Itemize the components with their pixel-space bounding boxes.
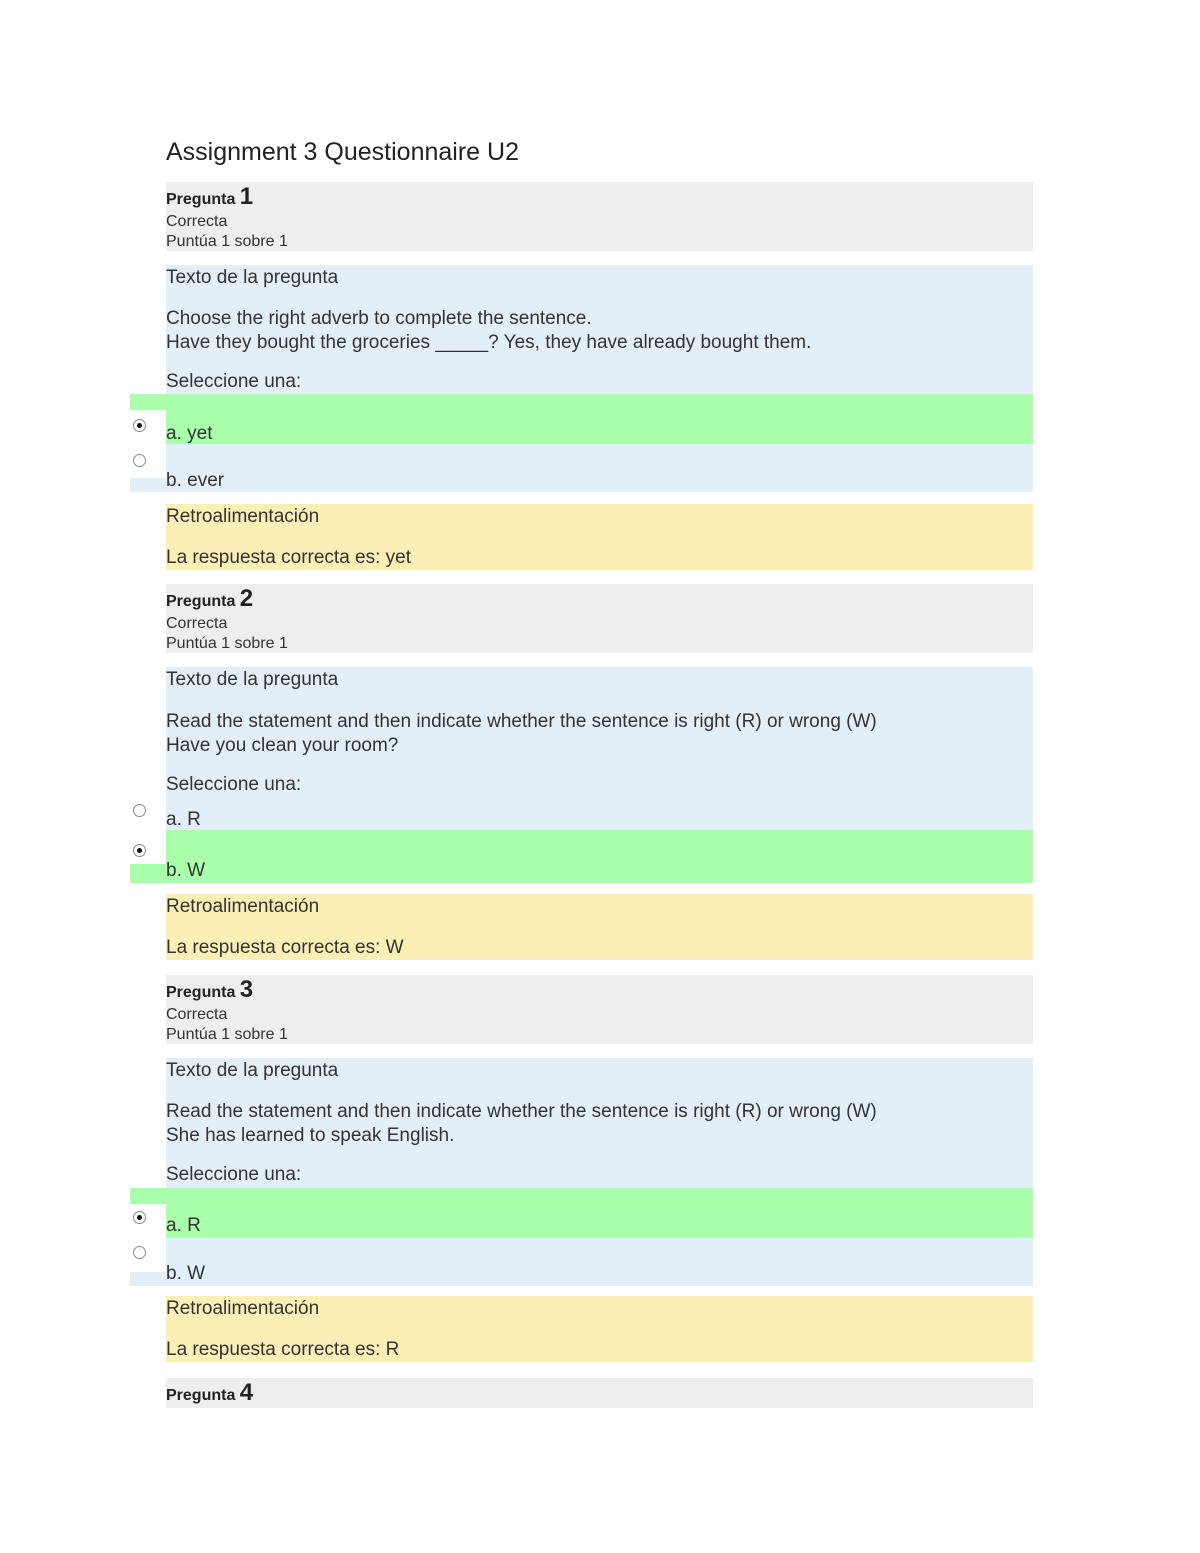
radio-unchecked-icon[interactable]: [133, 454, 146, 467]
right-answer: La respuesta correcta es: W: [166, 937, 404, 958]
radio-checked-icon[interactable]: [133, 844, 146, 857]
question-grade: Puntúa 1 sobre 1: [166, 233, 288, 250]
question-2-info: [166, 584, 1033, 653]
question-text-heading: Texto de la pregunta: [166, 267, 339, 288]
radio-unchecked-icon[interactable]: [133, 1246, 146, 1259]
question-grade: Puntúa 1 sobre 1: [166, 635, 288, 652]
question-3-content: [166, 1058, 1033, 1188]
question-1-feedback: [166, 504, 1033, 570]
answer-option-b[interactable]: [130, 444, 1033, 492]
question-1-content: [166, 265, 1033, 394]
right-answer: La respuesta correcta es: yet: [166, 547, 412, 568]
option-label: a. R: [166, 1215, 201, 1236]
question-number: Pregunta 2: [166, 585, 254, 612]
question-text-heading: Texto de la pregunta: [166, 1060, 339, 1081]
feedback-heading: Retroalimentación: [166, 896, 320, 917]
question-3-feedback: [166, 1296, 1033, 1362]
option-label: b. W: [166, 860, 206, 881]
question-number: Pregunta 1: [166, 183, 254, 210]
question-number: Pregunta 4: [166, 1379, 254, 1406]
select-one-label: Seleccione una:: [166, 1164, 302, 1185]
radio-checked-icon[interactable]: [133, 419, 146, 432]
question-text-heading: Texto de la pregunta: [166, 669, 339, 690]
question-prompt-line2: Have they bought the groceries _____? Yes, they have already bought them.: [166, 332, 812, 353]
answer-option-a[interactable]: [130, 394, 1033, 444]
question-number: Pregunta 3: [166, 976, 254, 1003]
radio-unchecked-icon[interactable]: [133, 804, 146, 817]
question-state: Correcta: [166, 213, 228, 230]
question-state: Correcta: [166, 615, 228, 632]
question-4-info: [166, 1378, 1033, 1408]
right-answer: La respuesta correcta es: R: [166, 1339, 400, 1360]
question-prompt-line1: Choose the right adverb to complete the sentence.: [166, 308, 592, 329]
feedback-heading: Retroalimentación: [166, 1298, 320, 1319]
question-prompt-line2: She has learned to speak English.: [166, 1125, 455, 1146]
question-2-feedback: [166, 894, 1033, 960]
option-label: b. W: [166, 1263, 206, 1284]
question-prompt-line1: Read the statement and then indicate whether the sentence is right (R) or wrong (W): [166, 1101, 877, 1122]
question-state: Correcta: [166, 1006, 228, 1023]
page-title: Assignment 3 Questionnaire U2: [166, 138, 519, 166]
question-3-info: [166, 975, 1033, 1044]
feedback-heading: Retroalimentación: [166, 506, 320, 527]
question-grade: Puntúa 1 sobre 1: [166, 1026, 288, 1043]
question-prompt-line2: Have you clean your room?: [166, 735, 399, 756]
answer-option-a[interactable]: [130, 1188, 1033, 1238]
question-1-info: [166, 182, 1033, 251]
option-label: b. ever: [166, 470, 225, 491]
answer-option-b[interactable]: [130, 830, 1033, 883]
question-prompt-line1: Read the statement and then indicate whether the sentence is right (R) or wrong (W): [166, 711, 877, 732]
option-label: a. yet: [166, 423, 213, 444]
radio-checked-icon[interactable]: [133, 1211, 146, 1224]
option-label: a. R: [166, 809, 201, 830]
answer-option-a[interactable]: [130, 797, 1033, 830]
answer-option-b[interactable]: [130, 1238, 1033, 1286]
select-one-label: Seleccione una:: [166, 774, 302, 795]
select-one-label: Seleccione una:: [166, 371, 302, 392]
